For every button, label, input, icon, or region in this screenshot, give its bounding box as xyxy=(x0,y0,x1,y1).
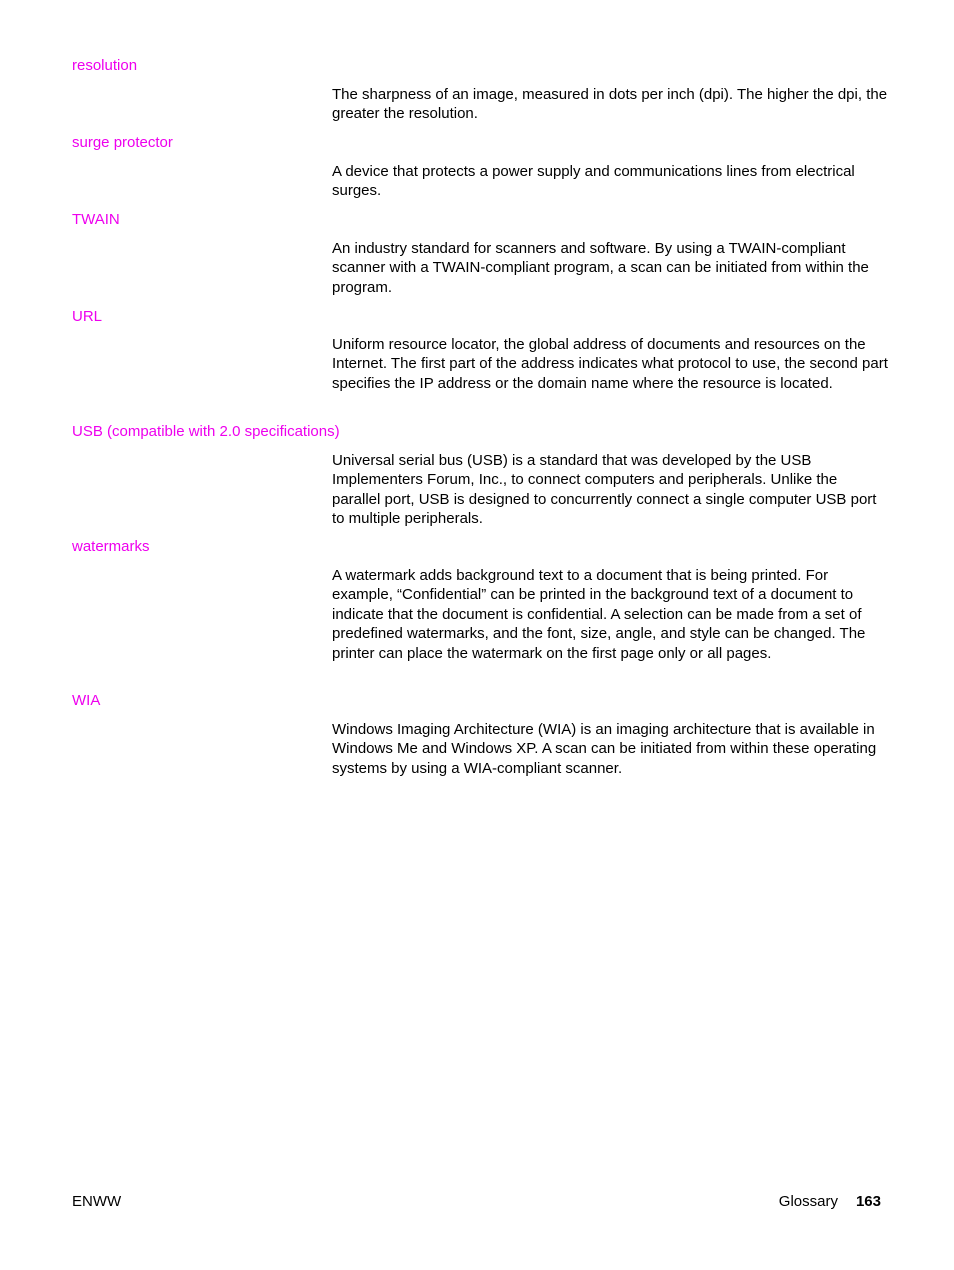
glossary-term-wia[interactable]: WIA xyxy=(72,692,101,709)
footer-edition-label: ENWW xyxy=(72,1193,122,1210)
glossary-term-usb[interactable]: USB (compatible with 2.0 specifications) xyxy=(72,423,340,440)
glossary-term-watermarks[interactable]: watermarks xyxy=(72,538,150,555)
glossary-definition-surge-protector: A device that protects a power supply and communications lines from electrical surges. xyxy=(332,163,855,200)
glossary-definition-wia: Windows Imaging Architecture (WIA) is an imaging architecture that is available in Windows Me and Windows XP. A scan can be initiated from within these operating systems by using a WIA-compliant scanner. xyxy=(332,721,877,777)
footer-page-info xyxy=(779,1192,881,1211)
glossary-definition-twain: An industry standard for scanners and software. By using a TWAIN-compliant scanner with a TWAIN-compliant program, a scan can be initiated from within the program. xyxy=(332,240,869,296)
glossary-term-resolution[interactable]: resolution xyxy=(72,57,138,74)
glossary-term-surge-protector[interactable]: surge protector xyxy=(72,134,173,151)
glossary-definition-usb: Universal serial bus (USB) is a standard that was developed by the USB Implementers Forum, Inc., to connect computers and peripherals. Unlike the parallel port, USB is designed to concurrently connect a single computer USB port to multiple peripherals. xyxy=(332,452,877,528)
glossary-term-url[interactable]: URL xyxy=(72,308,103,325)
glossary-term-twain[interactable]: TWAIN xyxy=(72,211,120,228)
footer-section-title: Glossary xyxy=(778,1193,838,1210)
glossary-definition-watermarks: A watermark adds background text to a document that is being printed. For example, “Confidential” can be printed in the background text of a document to indicate that the document is confidential. A selection can be made from a set of predefined watermarks, and the font, size, angle, and style can be changed. The printer can place the watermark on the first page only or all pages. xyxy=(332,567,866,662)
page-number: 163 xyxy=(855,1193,881,1210)
glossary-definition-resolution: The sharpness of an image, measured in dots per inch (dpi). The higher the dpi, the greater the resolution. xyxy=(332,86,888,123)
glossary-definition-url: Uniform resource locator, the global address of documents and resources on the Internet. The first part of the address indicates what protocol to use, the second part specifies the IP address or the domain name where the resource is located. xyxy=(332,336,888,392)
